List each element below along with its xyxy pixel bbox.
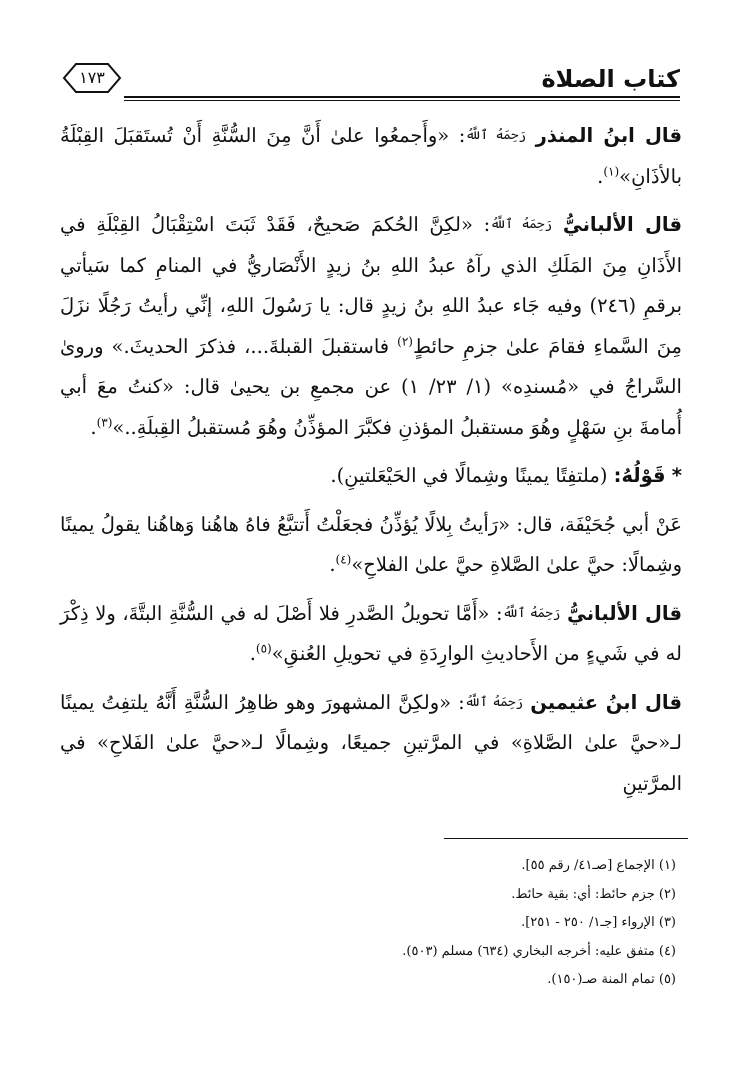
- section-bullet: *: [671, 464, 682, 487]
- paragraph-ibn-almundhir: [60, 116, 682, 197]
- honorific-symbol: رَحِمَهُ ٱللَّهُ: [490, 217, 553, 232]
- honorific-symbol: رَحِمَهُ ٱللَّهُ: [464, 694, 524, 710]
- footnotes: [116, 852, 676, 995]
- footnote-ref[interactable]: (١): [603, 164, 620, 178]
- quote-tail: .: [249, 642, 256, 665]
- footnote-separator: [444, 838, 688, 839]
- footnote-item: (١) الإجماع [صـ٤١/ رقم ٥٥].: [521, 858, 676, 873]
- footnote-item: (٤) متفق عليه: أخرجه البخاري (٦٣٤) مسلم (٥٠٣).: [402, 943, 676, 959]
- footnote-item: (٥) تمام المنة صـ(١٥٠).: [547, 972, 676, 987]
- section-text: (ملتفِتًا يمينًا وشِمالًا في الحَيْعَلتينِ).: [330, 464, 614, 487]
- speaker-label: قال ابنُ المنذر: [535, 124, 683, 147]
- quote-tail: فاستقبلَ القبلةَ...، فذكرَ الحديثَ.» وروىٰ السَّراجُ في «مُسندِه» (١/ ٢٣/ ١) عن مجمعِ بن يحيىٰ قال: «كنتُ معَ أبي أُمامةَ بنِ سَهْلٍ وهُوَ مستقبلُ المؤذنِ فكبَّرَ المؤذِّنُ وهُوَ مُستقبلُ القِبلَةِ..»: [60, 334, 682, 439]
- paragraph-albani-2: [60, 594, 682, 675]
- quote-tail: .: [597, 164, 604, 188]
- quote-text: : «لكِنَّ الحُكمَ صَحيحٌ، فَقَدْ ثَبَتَ اسْتِقْبَالُ القِبْلَةِ في الأَذَانِ مِنَ المَلَكِ الذي رآهُ عبدُ اللهِ بنُ زيدٍ الأَنْصَاريُّ في المنامِ كما سَيأتي برقمِ (٢٤٦) وفيه جَاء عبدُ اللهِ بنُ زيدٍ قال: يا رَسُولَ اللهِ، إنِّي رأيتُ رَجُلًا نزَلَ مِنَ السَّماءِ فقامَ علىٰ جزمِ حائطٍ: [60, 213, 683, 358]
- honorific-symbol: رَحِمَهُ ٱللَّهُ: [465, 128, 527, 143]
- page-number-badge: [62, 62, 122, 94]
- footnote-ref[interactable]: (٤): [335, 552, 352, 567]
- page-header: [62, 62, 680, 102]
- book-title: كتاب الصلاة: [541, 65, 680, 93]
- footnote-item: (٣) الإرواء [جـ١/ ٢٥٠ - ٢٥١].: [521, 915, 676, 930]
- quote-text: : «ولكِنَّ المشهورَ وهو ظاهِرُ السُّنَّةِ أَنَّهُ يلتفِتُ يمينًا لـ«حيَّ علىٰ الصَّلاةِ» في المرَّتينِ جميعًا، وشِمالًا لـ«حيَّ علىٰ الفَلاحِ» في المرَّتينِ: [60, 690, 682, 795]
- footnote-ref[interactable]: (٢): [397, 334, 413, 348]
- footnote-ref[interactable]: (٣): [96, 415, 113, 429]
- section-label: قَوْلُهُ:: [613, 464, 666, 487]
- speaker-label: قال ابنُ عثيمين: [530, 690, 683, 714]
- paragraph-section-heading: [60, 456, 682, 497]
- quote-text: : «وأَجمعُوا علىٰ أَنَّ مِنَ السُّنَّةِ أَنْ تُستَقبَلَ القِبْلَةُ بالأذَانِ»: [60, 124, 682, 188]
- quote-text: : «أَمَّا تحويلُ الصَّدرِ فلا أَصْلَ له في السُّنَّةِ البتَّةَ، ولا ذِكْرَ له في شَيءٍ من الأَحاديثِ الوارِدَةِ في تحويلِ العُنقِ»: [60, 601, 682, 665]
- hadith-text: عَنْ أبي جُحَيْفَة، قال: «رَأيتُ بِلالًا يُؤذِّنُ فجعَلْتُ أَتتبَّعُ فاهُ هاهُنا وَهاهُنا يقولُ يمينًا وشِمالًا: حيَّ علىٰ الصَّلاةِ حيَّ علىٰ الفلاحِ»: [60, 512, 682, 576]
- paragraph-albani-1: [60, 205, 682, 448]
- quote-tail-end: .: [90, 415, 97, 439]
- main-text: [60, 116, 682, 812]
- speaker-label: قال الألبانيُّ: [562, 213, 682, 236]
- speaker-label: قال الألبانيُّ: [566, 601, 682, 625]
- header-rule-thin: [124, 100, 680, 101]
- honorific-symbol: رَحِمَهُ ٱللَّهُ: [502, 605, 561, 621]
- header-rule: [124, 96, 680, 98]
- paragraph-ibn-uthaymin: [60, 683, 682, 805]
- footnote-ref[interactable]: (٥): [255, 641, 272, 656]
- footnote-item: (٢) جزم حائط: أي: بقية حائط.: [511, 886, 676, 902]
- hadith-tail: .: [329, 553, 336, 576]
- page-number: ١٧٣: [79, 68, 105, 87]
- paragraph-hadith: [60, 505, 682, 586]
